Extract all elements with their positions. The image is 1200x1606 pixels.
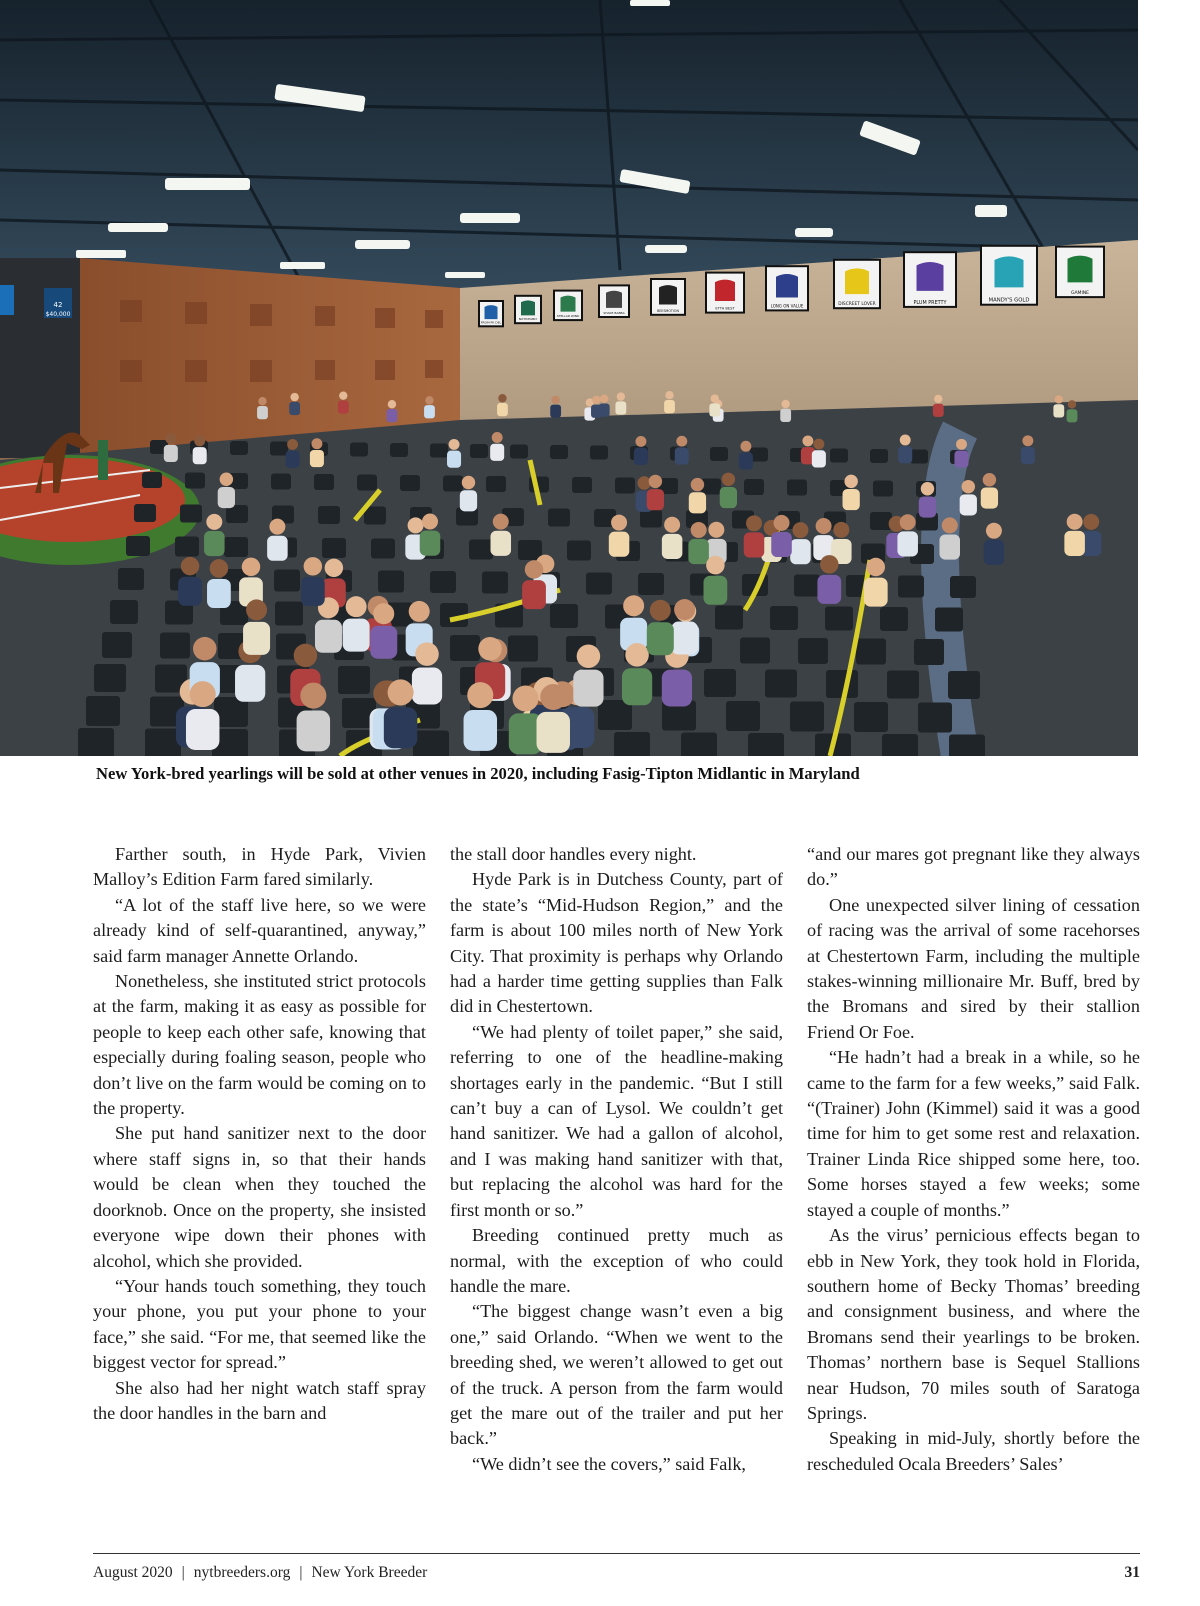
- seat: [118, 568, 144, 590]
- audience-member: [960, 480, 977, 516]
- silks-label: DISCREET LOVER: [838, 302, 876, 308]
- publication-name: New York Breeder: [311, 1564, 428, 1581]
- paragraph: “We didn’t see the covers,” said Falk,: [472, 1453, 746, 1474]
- audience-member: [898, 435, 912, 464]
- audience-member: [939, 517, 960, 559]
- seat: [681, 733, 717, 757]
- audience-member: [286, 439, 300, 468]
- audience-member: [954, 439, 968, 468]
- seat: [230, 441, 248, 455]
- seat: [887, 671, 919, 699]
- audience-member: [615, 392, 626, 414]
- audience-member: [497, 394, 508, 416]
- seat: [935, 608, 963, 632]
- seat: [430, 444, 448, 458]
- seat: [322, 538, 346, 558]
- seat: [765, 670, 797, 698]
- seat: [510, 445, 528, 459]
- seat: [271, 474, 291, 490]
- seat: [338, 666, 370, 694]
- audience-member: [688, 522, 709, 564]
- audience-member: [704, 556, 728, 605]
- seat: [134, 504, 156, 522]
- paragraph: “We had plenty of toilet paper,” she said, referring to one of the headline-making shortages early in the pandemic. “But I still can’t buy a can of Lysol. We couldn’t get hand sanitizer. We had a gallon of alcohol, and I was making hand sanitizer with that, but replacing the alcohol was hard for the first month or so.”: [450, 1021, 783, 1220]
- audience-member: [1064, 514, 1085, 556]
- page-number: 31: [1124, 1564, 1140, 1581]
- seat: [854, 702, 888, 732]
- audience-member: [464, 682, 497, 751]
- silks-frame: [514, 295, 542, 324]
- seat: [825, 607, 853, 631]
- seat: [572, 477, 592, 493]
- audience-member: [739, 441, 753, 470]
- silks-frame: [553, 290, 583, 322]
- audience-member: [522, 560, 546, 609]
- seat: [469, 540, 493, 560]
- audience-member: [297, 683, 330, 752]
- issue-date: August 2020: [93, 1564, 173, 1581]
- seat: [794, 575, 820, 597]
- seat: [126, 536, 150, 556]
- audience-member: [933, 395, 944, 417]
- seat: [726, 701, 760, 731]
- seat: [364, 507, 386, 525]
- audience-member: [780, 400, 791, 422]
- seat: [94, 664, 126, 692]
- paragraph: “A lot of the staff live here, so we were already kind of self-quarantined, anyway,” said farm manager Annette Orlando.: [93, 894, 426, 966]
- silks-label: MANDY'S GOLD: [988, 297, 1030, 304]
- footer-separator: |: [181, 1564, 185, 1581]
- audience-member: [243, 599, 270, 655]
- seat: [615, 478, 635, 494]
- paragraph: Speaking in mid-July, shortly before the rescheduled Ocala Breeders’ Sales’: [807, 1428, 1140, 1474]
- audience-member: [620, 595, 647, 651]
- seat: [918, 703, 952, 733]
- audience-member: [537, 684, 570, 753]
- seat: [704, 669, 736, 697]
- audience-member: [164, 433, 178, 462]
- seat: [142, 472, 162, 488]
- seat: [357, 475, 377, 491]
- paragraph: Breeding continued pretty much as normal, with the exception of who could handle the mare.: [450, 1225, 783, 1296]
- silks-frame: [765, 265, 809, 311]
- silks-frame: [980, 245, 1038, 306]
- seat: [826, 670, 858, 698]
- seat: [638, 573, 664, 595]
- audience-member: [897, 514, 918, 556]
- seat: [78, 728, 114, 756]
- silks-frame: [650, 278, 686, 316]
- seat: [486, 476, 506, 492]
- audience-member: [193, 435, 207, 464]
- seat: [882, 734, 918, 756]
- seat: [508, 636, 538, 662]
- audience-member: [204, 514, 225, 556]
- audience-member: [671, 599, 698, 655]
- seat: [798, 638, 828, 664]
- silks-label: STELLAR WIND: [556, 314, 580, 319]
- seat: [567, 541, 591, 561]
- paragraph: “Your hands touch something, they touch your phone, you put your phone to your face,” she said. “For me, that seemed like the biggest vector for spread.”: [93, 1275, 426, 1373]
- silks-label: BEESMOTION: [657, 308, 679, 313]
- audience-member: [1067, 400, 1078, 422]
- audience-member: [1021, 435, 1035, 464]
- seat: [914, 639, 944, 665]
- audience-member: [573, 644, 603, 706]
- seat: [145, 729, 181, 757]
- paragraph: As the virus’ pernicious effects began to ebb in New York, they took hold in Florida, southern home of Becky Thomas’ breeding and consignment business, and where the Bromans send their yearlings to be broken. Thomas’ northern base is Sequel Stallions near Hudson, 70 miles south of Saratoga Springs.: [807, 1225, 1140, 1423]
- audience-member: [622, 643, 652, 705]
- audience-member: [218, 473, 235, 509]
- audience-member: [420, 514, 441, 556]
- article-column-3: [807, 842, 1140, 1477]
- board-number: 42: [53, 301, 63, 309]
- audience-member: [647, 475, 664, 511]
- website: nytbreeders.org: [193, 1564, 291, 1581]
- audience-member: [813, 518, 834, 560]
- seat: [770, 606, 798, 630]
- audience-member: [647, 600, 674, 656]
- audience-member: [460, 476, 477, 512]
- audience-member: [550, 396, 561, 418]
- seat: [744, 479, 764, 495]
- seat: [550, 445, 568, 459]
- seat: [102, 632, 132, 658]
- audience-member: [207, 559, 231, 608]
- audience-member: [490, 432, 504, 461]
- silks-frame: [598, 284, 630, 318]
- seat: [873, 481, 893, 497]
- seat: [950, 576, 976, 598]
- seat: [175, 537, 199, 557]
- audience-member: [239, 558, 263, 607]
- audience-member: [864, 558, 888, 607]
- audience-member: [591, 396, 602, 418]
- seat: [880, 607, 908, 631]
- seat: [450, 635, 480, 661]
- paragraph: She also had her night watch staff spray the door handles in the barn and: [93, 1377, 426, 1423]
- seat: [110, 600, 138, 624]
- audience-member: [790, 522, 811, 564]
- audience-member: [387, 400, 398, 422]
- sales-arena-photo: [0, 0, 1138, 756]
- auction-arena-photo-illustration: [0, 0, 1138, 756]
- silks-label: NOTICEABLY: [518, 317, 538, 322]
- audience-member: [338, 391, 349, 413]
- audience-member: [709, 394, 720, 416]
- silks-frame: [705, 272, 745, 314]
- seat: [710, 447, 728, 461]
- audience-member: [689, 478, 706, 514]
- audience-member: [370, 603, 397, 659]
- audience-member: [343, 596, 370, 652]
- seat: [274, 570, 300, 592]
- seat: [949, 735, 985, 757]
- seat: [518, 540, 542, 560]
- audience-member: [424, 396, 435, 418]
- paragraph: One unexpected silver lining of cessation of racing was the arrival of some racehorses at Chestertown Farm, including the multiple stakes-winning millionaire Mr. Buff, bred by the Bromans and sired by their stallion Friend Or Foe.: [807, 894, 1140, 1042]
- seat: [748, 733, 784, 756]
- paragraph: Nonetheless, she instituted strict protocols at the farm, making it as easy as possible for people to keep each other safe, knowing that especially during foaling season, people who don’t live on the farm would be coming on to the property.: [93, 971, 426, 1119]
- audience-member: [412, 642, 442, 704]
- audience-member: [664, 391, 675, 413]
- audience-member: [186, 681, 219, 750]
- audience-member: [817, 555, 841, 604]
- seat: [390, 443, 408, 457]
- seat: [160, 633, 190, 659]
- seat: [224, 537, 248, 557]
- seat: [185, 473, 205, 489]
- audience-member: [812, 439, 826, 468]
- page-footer: [93, 1564, 1140, 1582]
- audience-member: [1053, 395, 1064, 417]
- seat: [86, 696, 120, 726]
- seat: [701, 479, 721, 495]
- seat: [640, 510, 662, 528]
- seat: [586, 573, 612, 595]
- seat: [318, 506, 340, 524]
- silks-frame: [1055, 246, 1105, 299]
- seat: [870, 512, 892, 530]
- footer-separator: |: [299, 1564, 303, 1581]
- audience-member: [984, 523, 1005, 565]
- audience-member: [267, 519, 288, 561]
- seat: [856, 639, 886, 665]
- audience-member: [981, 473, 998, 509]
- seat: [787, 480, 807, 496]
- seat: [371, 539, 395, 559]
- seat: [275, 602, 303, 626]
- audience-member: [720, 473, 737, 509]
- silks-frame: [478, 300, 504, 327]
- photo-caption: New York-bred yearlings will be sold at other venues in 2020, including Fasig-Tipton Midlantic in Maryland: [96, 764, 860, 783]
- paragraph: “He hadn’t had a break in a while, so he came to the farm for a few weeks,” said Falk. “(Trainer) John (Kimmel) said it was a good time for him to get some rest and relaxation. Trainer Linda Rice shipped some here, too. Some horses stayed a few weeks; some stayed a couple of months.”: [807, 1047, 1140, 1220]
- audience-member: [310, 438, 324, 467]
- seat: [470, 444, 488, 458]
- audience-member: [634, 436, 648, 465]
- seat: [413, 731, 449, 757]
- seat: [910, 450, 928, 464]
- silks-label: LONG ON VALUE: [770, 303, 804, 309]
- silks-label: ETTA BEST: [715, 306, 735, 311]
- audience-member: [301, 557, 325, 606]
- audience-member: [771, 515, 792, 557]
- seat: [948, 671, 980, 699]
- audience-member: [257, 397, 268, 419]
- seat: [614, 732, 650, 756]
- seat: [790, 702, 824, 732]
- audience-member: [289, 393, 300, 415]
- audience-member: [384, 679, 417, 748]
- seat: [715, 606, 743, 630]
- silks-frame: [833, 259, 881, 309]
- seat: [400, 475, 420, 491]
- article-column-2: [450, 842, 783, 1477]
- audience-member: [662, 517, 683, 559]
- audience-member: [178, 557, 202, 606]
- seat: [898, 576, 924, 598]
- seat: [180, 505, 202, 523]
- seat: [598, 700, 632, 730]
- paragraph-continued: “and our mares got pregnant like they always do.”: [807, 844, 1140, 890]
- paragraph: She put hand sanitizer next to the door where staff signs in, so that their hands would be clean when they touched the doorknob. Once on the property, she insisted everyone wipe down their phones with alcohol, which she provided.: [93, 1123, 426, 1271]
- silks-label: GAMINE: [1070, 291, 1090, 297]
- audience-member: [919, 482, 936, 518]
- silks-label: FROM PK DEL: [480, 320, 502, 325]
- paragraph: “The biggest change wasn’t even a big one,” said Orlando. “When we went to the breeding shed, we weren’t allowed to get out of the truck. A person from the farm would get the mare out of the trailer and put her back.”: [450, 1301, 783, 1449]
- silks-frame: [903, 251, 957, 308]
- silks-label: PLUM PRETTY: [913, 299, 947, 306]
- seat: [430, 571, 456, 593]
- silks-label: SHAKE BABBA: [603, 311, 625, 315]
- audience-member: [675, 436, 689, 465]
- audience-member: [447, 439, 461, 468]
- seat: [378, 571, 404, 593]
- seat: [548, 509, 570, 527]
- seat: [590, 446, 608, 460]
- seat: [830, 449, 848, 463]
- seat: [870, 449, 888, 463]
- audience-member: [491, 514, 512, 556]
- seat: [482, 572, 508, 594]
- board-price: $40,000: [45, 311, 71, 318]
- audience-member: [843, 475, 860, 511]
- seat: [270, 442, 288, 456]
- seat: [443, 476, 463, 492]
- audience-member: [744, 515, 765, 557]
- audience-member: [609, 515, 630, 557]
- footer-rule: [93, 1553, 1140, 1554]
- seat: [314, 474, 334, 490]
- seat: [740, 638, 770, 664]
- article-column-1: [93, 842, 426, 1426]
- paragraph-continued: the stall door handles every night.: [450, 844, 697, 864]
- seat: [350, 443, 368, 457]
- paragraph: Hyde Park is in Dutchess County, part of the state’s “Mid-Hudson Region,” and the farm is about 100 miles north of New York City. That proximity is perhaps why Orlando had a harder time getting supplies than Falk did in Chestertown.: [450, 869, 783, 1017]
- paragraph: Farther south, in Hyde Park, Vivien Malloy’s Edition Farm fared similarly.: [93, 844, 426, 890]
- seat: [550, 604, 578, 628]
